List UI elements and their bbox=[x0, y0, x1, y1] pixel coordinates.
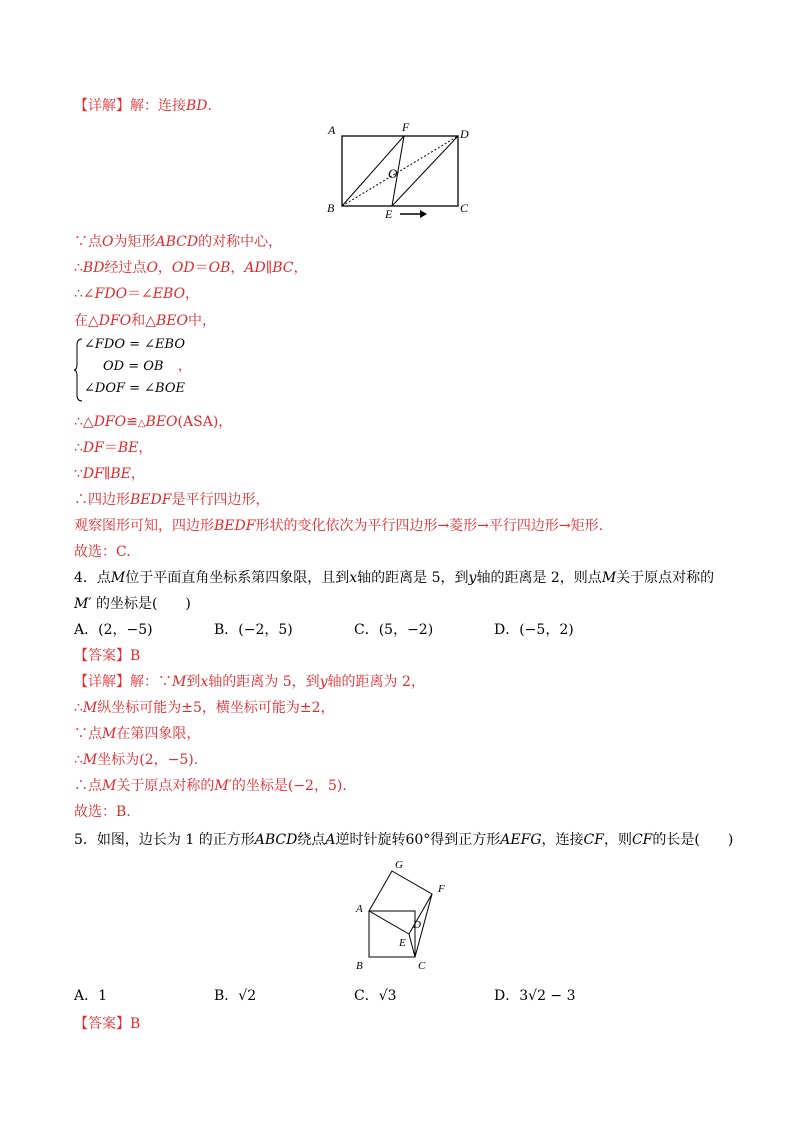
sqrt-2-value: √2 bbox=[238, 988, 257, 1004]
q4-detail-4: ∴M坐标为(2，−5). bbox=[74, 752, 199, 768]
q4-option-d[interactable]: D．(−5，2) bbox=[494, 622, 574, 638]
left-brace-icon bbox=[74, 337, 84, 403]
q4-detail-3: ∵点M在第四象限， bbox=[74, 726, 201, 742]
detail-text: 解：连接 bbox=[130, 98, 186, 114]
q4-option-c[interactable]: C．(5，−2) bbox=[354, 622, 434, 638]
proof-line-8: ∴四边形BEDF是平行四边形， bbox=[74, 492, 270, 508]
label-a: A bbox=[356, 903, 363, 915]
q4-answer: 【答案】B bbox=[74, 648, 141, 664]
q5-option-c[interactable]: C．√3 bbox=[354, 988, 397, 1004]
segment-ce bbox=[409, 934, 415, 957]
proof-line-2: ∴BD经过点O，OD＝OB，AD∥BC， bbox=[74, 260, 308, 276]
label-o: O bbox=[388, 166, 398, 181]
q4-conclusion: 故选：B. bbox=[74, 804, 131, 820]
proof-line-5: ∴△DFO≌△BEO(ASA)， bbox=[74, 414, 233, 430]
q4-option-a[interactable]: A．(2，−5) bbox=[74, 622, 153, 638]
q5-option-d[interactable]: D．3√2 − 3 bbox=[494, 988, 576, 1004]
detail-header: 【详解】解：连接BD. bbox=[74, 98, 212, 114]
q4-detail-2: ∴M纵坐标可能为±5，横坐标可能为±2， bbox=[74, 700, 335, 716]
label-a: A bbox=[328, 123, 336, 137]
proof-line-7: ∵DF∥BE， bbox=[74, 466, 145, 482]
label-g: G bbox=[395, 859, 403, 871]
label-d: D bbox=[460, 127, 469, 141]
equation-system bbox=[74, 337, 192, 403]
label-f: F bbox=[402, 120, 410, 134]
q4-detail-5: ∴点M关于原点对称的M′的坐标是(−2，5). bbox=[74, 778, 347, 794]
label-d: D bbox=[413, 919, 421, 931]
arrow-right-icon bbox=[420, 210, 427, 218]
label-c: C bbox=[418, 960, 426, 972]
proof-conclusion: 故选：C. bbox=[74, 544, 131, 560]
proof-line-3: ∴∠FDO＝∠EBO， bbox=[74, 286, 200, 302]
q4-option-b[interactable]: B．(−2，5) bbox=[214, 622, 293, 638]
q5-option-b[interactable]: B．√2 bbox=[214, 988, 257, 1004]
label-f: F bbox=[438, 883, 445, 895]
question-5-stem: 5．如图，边长为 1 的正方形ABCD绕点A逆时针旋转60°得到正方形AEFG，连接CF，则CF的长是( ) bbox=[74, 832, 734, 848]
square-aefg bbox=[369, 871, 432, 934]
label-b: B bbox=[327, 201, 335, 215]
system-row-1: ∠FDO = ∠EBO bbox=[84, 337, 185, 352]
label-c: C bbox=[460, 201, 469, 215]
label-b: B bbox=[356, 960, 363, 972]
proof-line-6: ∴DF＝BE， bbox=[74, 440, 153, 456]
rectangle-figure bbox=[320, 118, 480, 222]
label-e: E bbox=[399, 937, 406, 949]
q5-option-a[interactable]: A．1 bbox=[74, 988, 108, 1004]
detail-tag: 【详解】 bbox=[74, 98, 130, 114]
rotated-squares-figure bbox=[346, 856, 456, 974]
segment-bd: BD bbox=[186, 98, 208, 114]
label-e: E bbox=[385, 207, 393, 221]
proof-line-4: 在△DFO和△BEO中， bbox=[74, 313, 216, 329]
question-4-stem-2: M′ 的坐标是( ) bbox=[74, 596, 191, 612]
option-d-value: 3√2 − 3 bbox=[519, 988, 576, 1004]
sqrt-3-value: √3 bbox=[378, 988, 397, 1004]
diagonal-bd bbox=[342, 136, 458, 206]
question-4-stem: 4．点M位于平面直角坐标系第四象限，且到x轴的距离是 5，到y轴的距离是 2，则点M关于原点对称的 bbox=[74, 570, 715, 586]
system-comma: ， bbox=[178, 359, 192, 374]
proof-line-9: 观察图形可知，四边形BEDF形状的变化依次为平行四边形→菱形→平行四边形→矩形. bbox=[74, 518, 604, 534]
q4-detail-1: 【详解】解：∵M到x轴的距离为 5，到y轴的距离为 2， bbox=[74, 674, 425, 690]
proof-line-1: ∵点O为矩形ABCD的对称中心， bbox=[74, 234, 283, 250]
q5-answer: 【答案】B bbox=[74, 1016, 141, 1032]
system-row-3: ∠DOF = ∠BOE bbox=[84, 381, 185, 396]
system-row-2: OD = OB bbox=[103, 359, 164, 374]
